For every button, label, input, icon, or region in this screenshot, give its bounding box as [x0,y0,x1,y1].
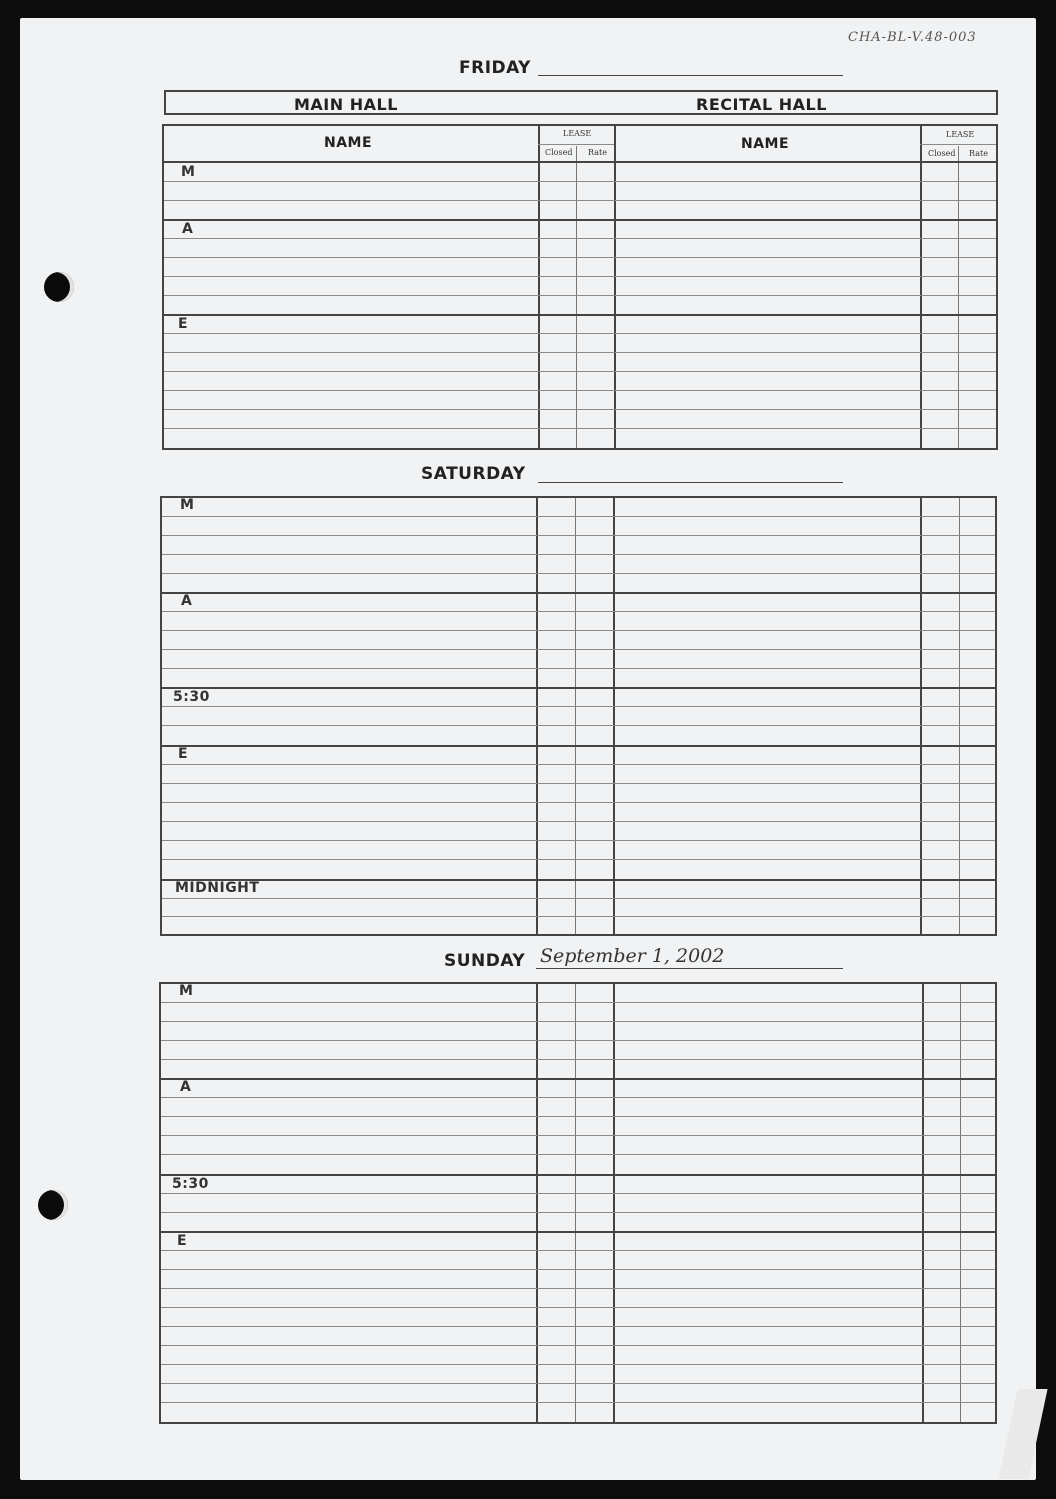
recital-hall-label: RECITAL HALL [696,95,827,114]
saturday-slot-e: E [178,746,189,762]
saturday-slot-530: 5:30 [173,689,210,705]
hall-header-box [164,90,998,115]
sunday-slot-m: M [179,983,194,999]
main-hall-label: MAIN HALL [294,95,398,114]
friday-grid [162,124,998,450]
closed-header-recital: Closed [928,149,956,158]
archive-id: CHA-BL-V.48-003 [848,30,977,45]
friday-slot-m: M [181,164,196,180]
closed-header-main: Closed [545,148,573,157]
saturday-slot-m: M [180,497,195,513]
sunday-title: SUNDAY [444,951,526,971]
rate-header-recital: Rate [969,149,988,158]
saturday-date-line [538,482,843,483]
saturday-slot-midnight: MIDNIGHT [175,880,260,896]
lease-header-recital: LEASE [946,130,975,139]
sunday-slot-a: A [180,1079,192,1095]
friday-slot-e: E [178,316,189,332]
binder-hole-bottom [38,1190,68,1220]
sunday-date-line [536,968,843,969]
binder-hole-top [44,272,74,302]
friday-slot-a: A [182,221,194,237]
sunday-handwritten-date: September 1, 2002 [540,945,725,967]
name-header-main: NAME [324,135,373,151]
rate-header-main: Rate [588,148,607,157]
sunday-grid [159,982,997,1424]
saturday-grid [160,496,997,936]
sunday-slot-e: E [177,1233,188,1249]
friday-title: FRIDAY [459,58,531,78]
saturday-slot-a: A [181,593,193,609]
name-header-recital: NAME [741,136,790,152]
lease-header-main: LEASE [563,129,592,138]
saturday-title: SATURDAY [421,464,526,484]
friday-date-line [538,75,843,76]
sunday-slot-530: 5:30 [172,1176,209,1192]
